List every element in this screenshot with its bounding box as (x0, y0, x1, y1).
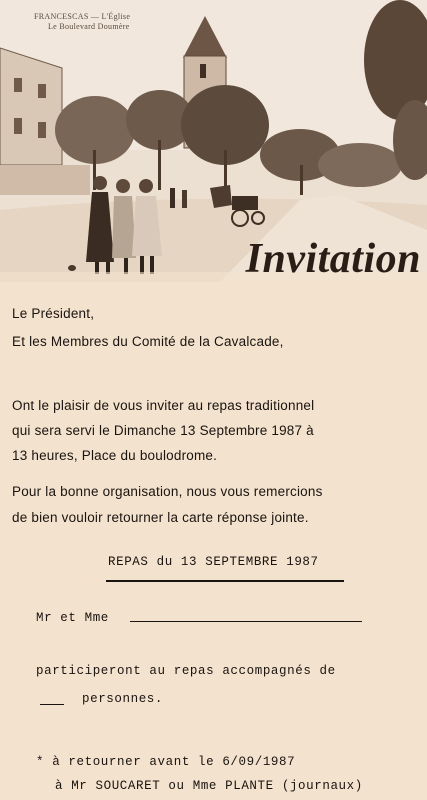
photo-caption (34, 12, 130, 32)
name-label: Mr et Mme (36, 611, 109, 625)
persons-label: personnes. (82, 692, 164, 706)
body-line-2: qui sera servi le Dimanche 13 Septembre 1987 à (12, 423, 314, 438)
participation-text: participeront au repas accompagnés de (36, 664, 336, 678)
name-blank-line[interactable] (130, 621, 362, 622)
photo-caption-line-1: FRANCESCAS — L'Église (34, 12, 131, 21)
persons-count-blank[interactable] (40, 704, 64, 705)
body-line-4: Pour la bonne organisation, nous vous remercions (12, 484, 323, 499)
reply-card-heading: REPAS du 13 SEPTEMBRE 1987 (108, 555, 319, 569)
invitation-title: Invitation (245, 236, 421, 282)
return-address: à Mr SOUCARET ou Mme PLANTE (journaux) (55, 779, 363, 793)
salutation-president: Le Président, (12, 306, 95, 321)
return-deadline-note: * à retourner avant le 6/09/1987 (36, 755, 296, 769)
heading-underline (106, 580, 344, 582)
body-line-3: 13 heures, Place du boulodrome. (12, 448, 218, 463)
photo-caption-line-2: Le Boulevard Doumère (48, 22, 130, 31)
body-line-1: Ont le plaisir de vous inviter au repas traditionnel (12, 398, 315, 413)
salutation-members: Et les Membres du Comité de la Cavalcade, (12, 334, 284, 349)
body-line-5: de bien vouloir retourner la carte réponse jointe. (12, 510, 309, 525)
